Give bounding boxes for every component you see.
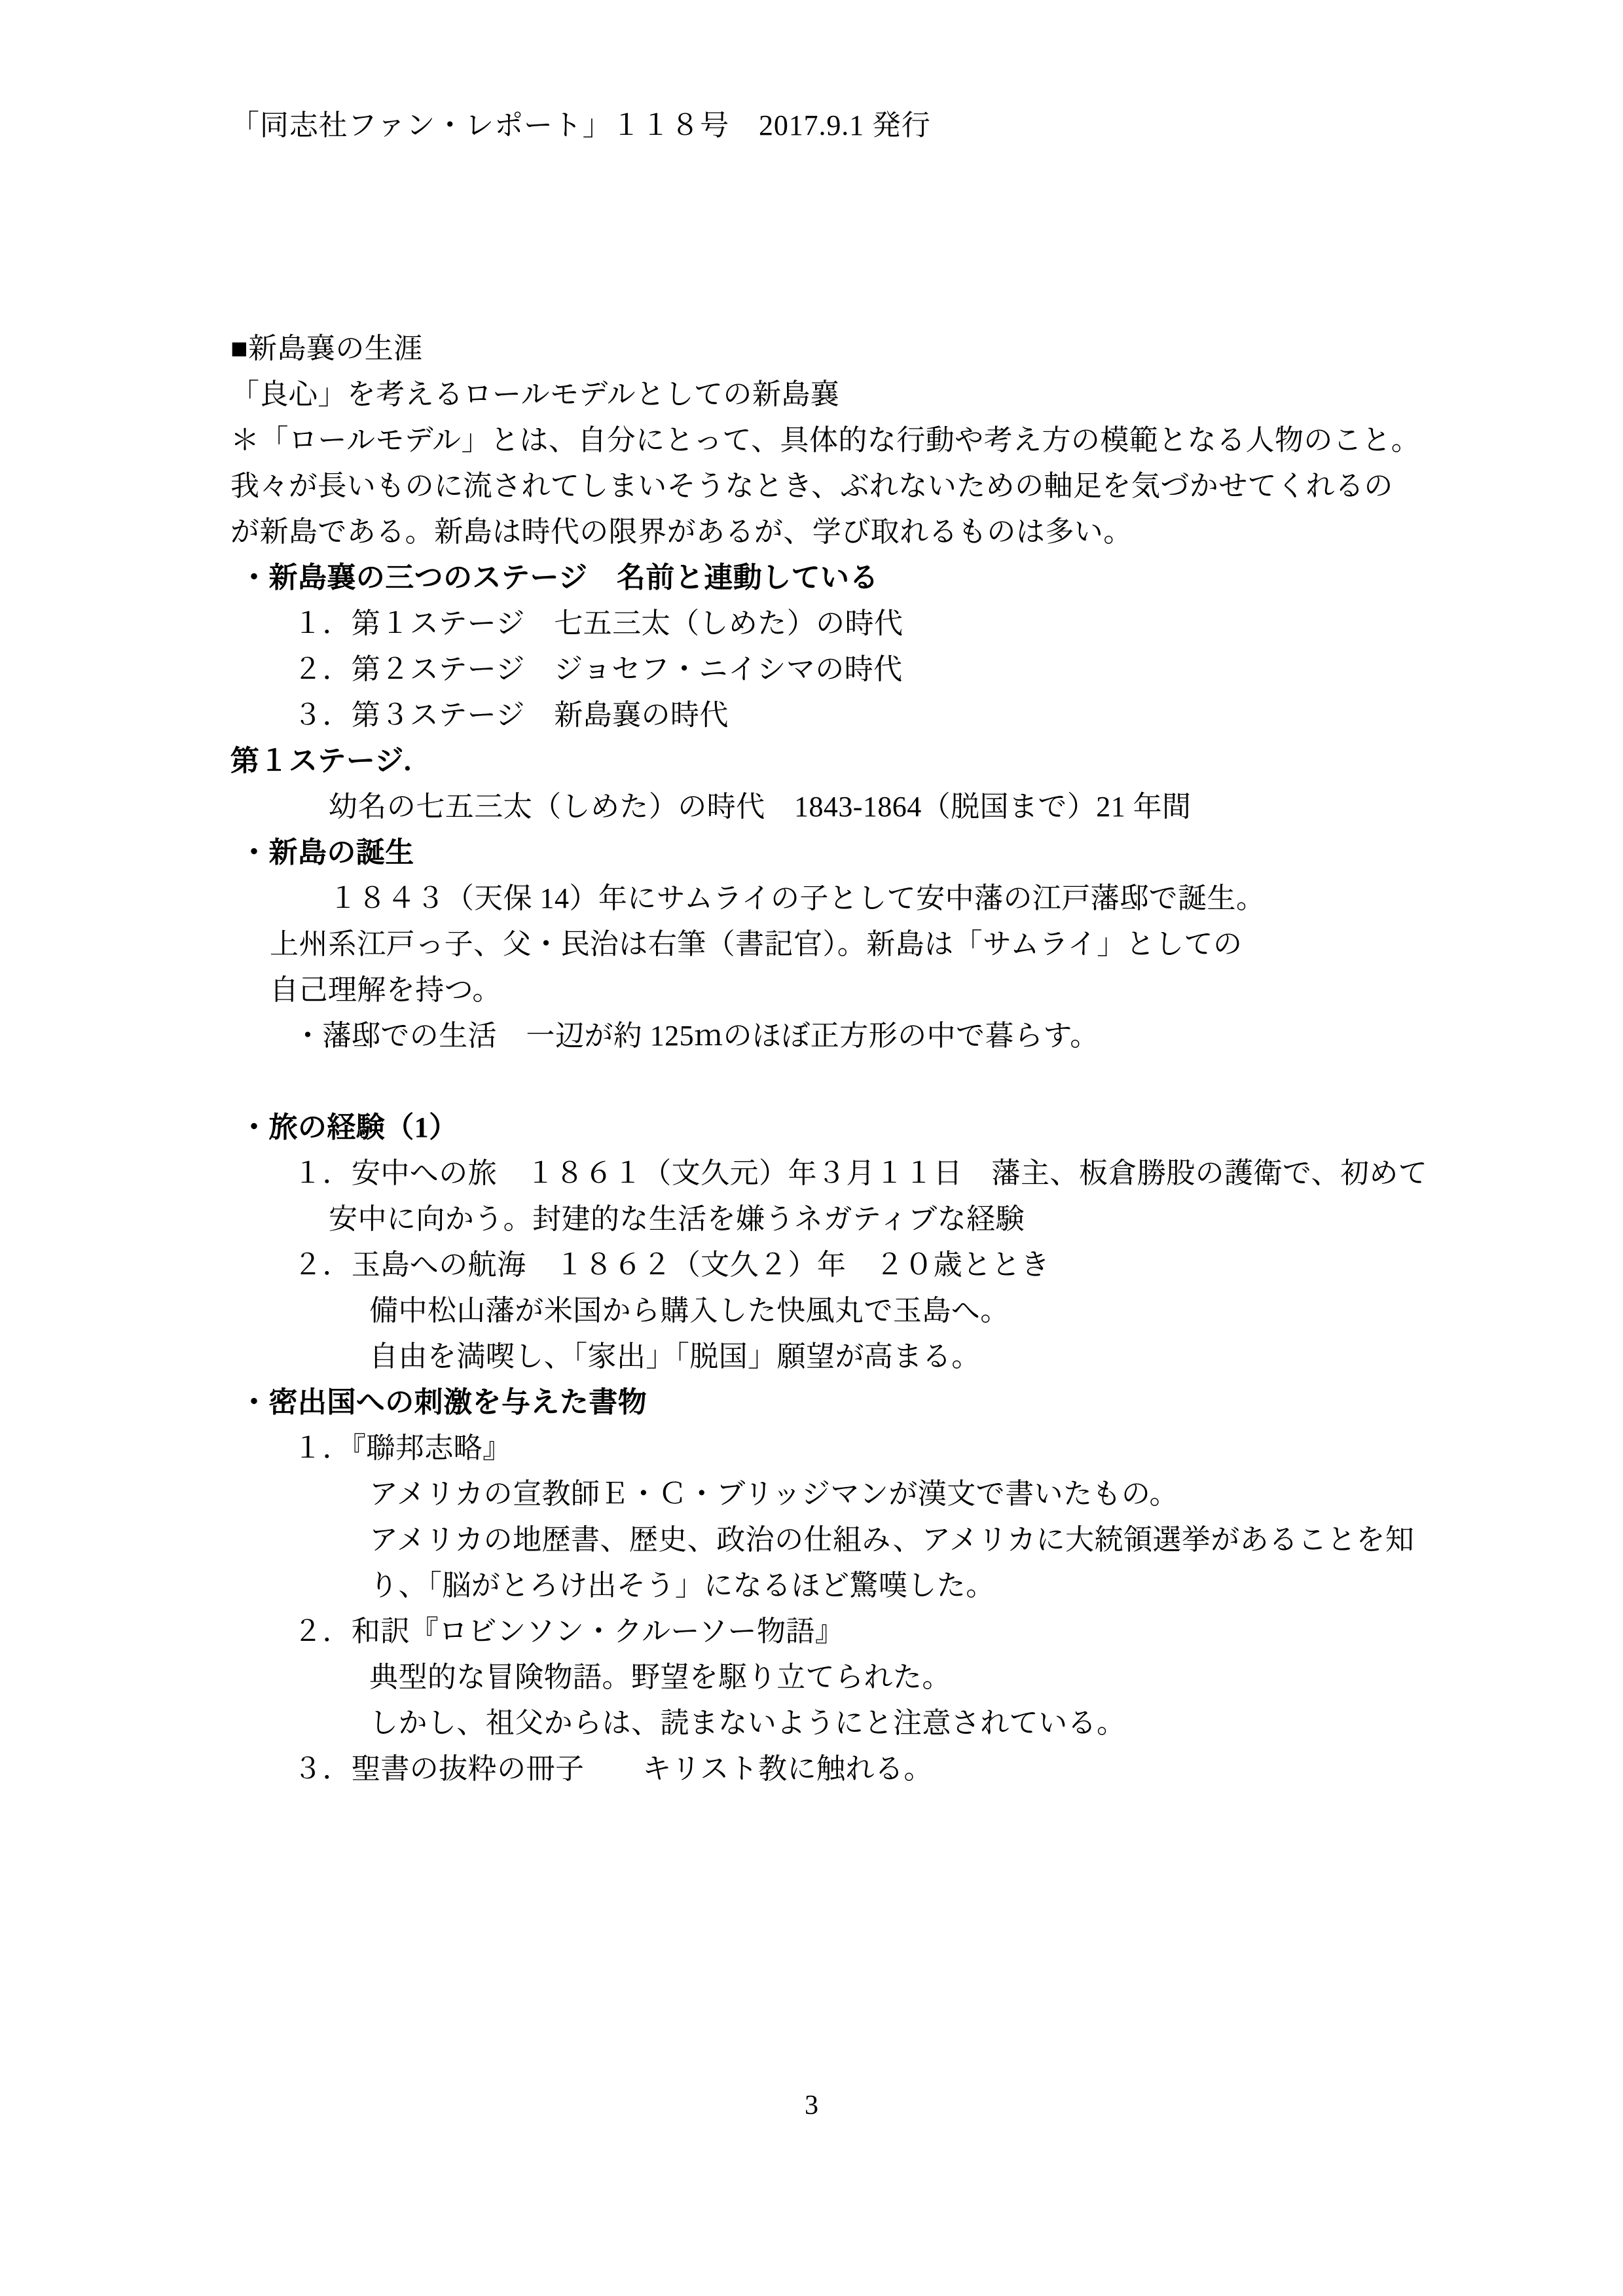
stage-item-1: １．第１ステージ 七五三太（しめた）の時代 [293,607,903,639]
note-line-3: が新島である。新島は時代の限界があるが、学び取れるものは多い。 [230,516,1133,548]
book-2-title: ２．和訳『ロビンソン・クルーソー物語』 [293,1615,845,1647]
travel-heading: ・旅の経験（1） [240,1111,458,1143]
book-2-line-2: しかし、祖父からは、読まないようにと注意されている。 [369,1707,1126,1739]
body-spacer [230,1059,1422,1105]
birth-line-2: 上州系江戸っ子、父・民治は右筆（書記官）。新島は「サムライ」としての [270,928,1243,960]
birth-line-3: 自己理解を持つ。 [270,974,501,1006]
page-number: 3 [805,2090,818,2121]
stage-item-3: ３．第３ステージ 新島襄の時代 [293,699,729,731]
book-1-line-3: り、「脳がとろけ出そう」になるほど驚嘆した。 [369,1570,995,1602]
section-subtitle: 「良心」を考えるロールモデルとしての新島襄 [230,378,840,410]
book-3-title: ３．聖書の抜粋の冊子 キリスト教に触れる。 [293,1753,933,1785]
stages-heading: ・新島襄の三つのステージ 名前と連動している [240,562,879,594]
stage1-subline: 幼名の七五三太（しめた）の時代 1843-1864（脱国まで）21 年間 [329,791,1192,823]
document-header: 「同志社ファン・レポート」１１８号 2017.9.1 発行 [230,109,931,141]
document-body [230,326,1428,1792]
travel-2-line-1: ２．玉島への航海 １８６２（文久２）年 ２０歳ととき [293,1249,1050,1281]
book-2-line-1: 典型的な冒険物語。野望を駆り立てられた。 [369,1661,951,1693]
travel-2-line-2: 備中松山藩が米国から購入した快風丸で玉島へ。 [369,1295,1010,1327]
travel-1-line-1: １．安中への旅 １８６１（文久元）年３月１１日 藩主、板倉勝股の護衛で、初めて [293,1157,1428,1189]
travel-2-line-3: 自由を満喫し、「家出」「脱国」願望が高まる。 [369,1340,981,1372]
residence-line: ・藩邸での生活 一辺が約 125ｍのほぼ正方形の中で暮らす。 [293,1020,1099,1052]
stage-item-2: ２．第２ステージ ジョセフ・ニイシマの時代 [293,653,903,685]
birth-line-1: １８４３（天保 14）年にサムライの子として安中藩の江戸藩邸で誕生。 [329,882,1266,914]
travel-1-line-2: 安中に向かう。封建的な生活を嫌うネガティブな経験 [329,1203,1025,1235]
books-heading: ・密出国への刺激を与えた書物 [240,1386,647,1418]
note-line-1: ＊「ロールモデル」とは、自分にとって、具体的な行動や考え方の模範となる人物のこと。 [230,424,1421,456]
book-1-title: １．『聯邦志略』 [293,1432,512,1464]
note-line-2: 我々が長いものに流されてしまいそうなとき、ぶれないための軸足を気づかせてくれるの [230,470,1393,502]
stage1-heading: 第１ステージ. [230,745,412,777]
section-title: ■新島襄の生涯 [230,332,423,365]
book-1-line-2: アメリカの地歴書、歴史、政治の仕組み、アメリカに大統領選挙があることを知 [369,1524,1415,1556]
birth-heading: ・新島の誕生 [240,836,414,869]
book-1-line-1: アメリカの宣教師Ｅ・Ｃ・ブリッジマンが漢文で書いたもの。 [369,1478,1178,1510]
